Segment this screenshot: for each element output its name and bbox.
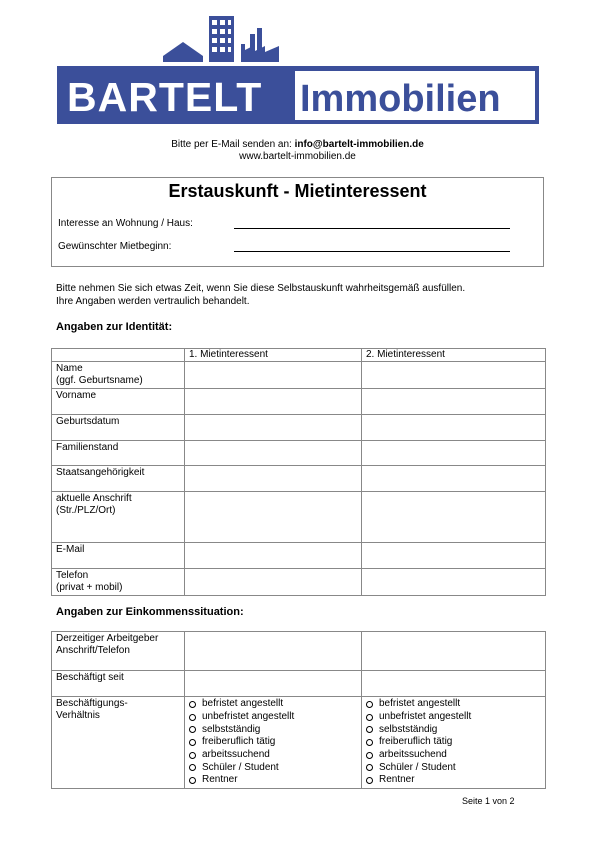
option-item[interactable]: Schüler / Student bbox=[185, 761, 357, 774]
tenant-1-nationality-cell[interactable] bbox=[185, 466, 362, 492]
tenant-2-firstname-cell[interactable] bbox=[362, 389, 546, 415]
table-row bbox=[52, 362, 546, 389]
tenant-1-name-cell[interactable] bbox=[185, 362, 362, 389]
start-date-field[interactable] bbox=[234, 251, 510, 252]
radio-icon[interactable] bbox=[189, 714, 196, 721]
radio-icon[interactable] bbox=[189, 701, 196, 708]
tenant-1-birthdate-cell[interactable] bbox=[185, 415, 362, 441]
radio-icon[interactable] bbox=[189, 726, 196, 733]
intro-line-1: Bitte nehmen Sie sich etwas Zeit, wenn Sie diese Selbstauskunft wahrheitsgemäß ausfüllen. bbox=[56, 283, 466, 294]
header-cell-tenant-1: 1. Mietinteressent bbox=[185, 349, 362, 362]
option-item[interactable]: selbstständig bbox=[185, 723, 357, 736]
option-item[interactable]: befristet angestellt bbox=[362, 698, 541, 711]
contact-email[interactable]: info@bartelt-immobilien.de bbox=[294, 139, 424, 150]
tenant-2-birthdate-cell[interactable] bbox=[362, 415, 546, 441]
tenant-1-employer-cell[interactable] bbox=[185, 632, 362, 671]
header-cell-empty bbox=[52, 349, 185, 362]
website-link[interactable]: www.bartelt-immobilien.de bbox=[239, 151, 356, 162]
tenant-2-marital-cell[interactable] bbox=[362, 441, 546, 466]
tenant-1-phone-cell[interactable] bbox=[185, 569, 362, 596]
radio-icon[interactable] bbox=[366, 739, 373, 746]
row-label: Familienstand bbox=[52, 441, 185, 466]
radio-icon[interactable] bbox=[366, 752, 373, 759]
option-item[interactable]: selbstständig bbox=[362, 723, 541, 736]
income-table bbox=[51, 631, 546, 789]
table-row bbox=[52, 543, 546, 569]
tenant-1-firstname-cell[interactable] bbox=[185, 389, 362, 415]
tenant-2-address-cell[interactable] bbox=[362, 492, 546, 543]
table-row bbox=[52, 389, 546, 415]
table-row bbox=[52, 671, 546, 697]
tenant-1-address-cell[interactable] bbox=[185, 492, 362, 543]
table-row bbox=[52, 441, 546, 466]
form-title: Erstauskunft - Mietinteressent bbox=[168, 181, 427, 201]
contact-prefix: Bitte per E-Mail senden an: bbox=[171, 139, 292, 150]
option-item[interactable]: Rentner bbox=[185, 774, 357, 787]
option-item[interactable]: Schüler / Student bbox=[362, 761, 541, 774]
radio-icon[interactable] bbox=[189, 752, 196, 759]
intro-text bbox=[56, 282, 465, 308]
row-label: Telefon (privat + mobil) bbox=[52, 569, 185, 596]
intro-line-2: Ihre Angaben werden vertraulich behandelt. bbox=[56, 296, 250, 307]
option-item[interactable]: freiberuflich tätig bbox=[362, 736, 541, 749]
row-label: Beschäftigungs- Verhältnis bbox=[52, 697, 185, 789]
radio-icon[interactable] bbox=[366, 701, 373, 708]
tenant-2-email-cell[interactable] bbox=[362, 543, 546, 569]
radio-icon[interactable] bbox=[189, 764, 196, 771]
radio-icon[interactable] bbox=[189, 777, 196, 784]
table-row bbox=[52, 492, 546, 543]
interest-label: Interesse an Wohnung / Haus: bbox=[58, 218, 193, 229]
option-item[interactable]: Rentner bbox=[362, 774, 541, 787]
tenant-1-email-cell[interactable] bbox=[185, 543, 362, 569]
tenant-1-employed-since-cell[interactable] bbox=[185, 671, 362, 697]
row-label: Staatsangehörigkeit bbox=[52, 466, 185, 492]
brand-right: Immobilien bbox=[300, 78, 501, 120]
tenant-2-nationality-cell[interactable] bbox=[362, 466, 546, 492]
header-cell-tenant-2: 2. Mietinteressent bbox=[362, 349, 546, 362]
bartelt-logo bbox=[57, 14, 539, 126]
tenant-2-name-cell[interactable] bbox=[362, 362, 546, 389]
contact-line bbox=[0, 139, 595, 151]
tenant-2-employed-since-cell[interactable] bbox=[362, 671, 546, 697]
table-row bbox=[52, 569, 546, 596]
option-item[interactable]: arbeitssuchend bbox=[185, 749, 357, 762]
interest-field[interactable] bbox=[234, 228, 510, 229]
row-label: E-Mail bbox=[52, 543, 185, 569]
option-item[interactable]: arbeitssuchend bbox=[362, 749, 541, 762]
row-label: aktuelle Anschrift (Str./PLZ/Ort) bbox=[52, 492, 185, 543]
table-header-row bbox=[52, 349, 546, 362]
radio-icon[interactable] bbox=[366, 726, 373, 733]
website-line[interactable] bbox=[0, 151, 595, 163]
row-label: Name (ggf. Geburtsname) bbox=[52, 362, 185, 389]
tenant-1-employment-options bbox=[185, 697, 362, 789]
inquiry-box bbox=[51, 177, 544, 267]
option-item[interactable]: unbefristet angestellt bbox=[185, 711, 357, 724]
tenant-1-marital-cell[interactable] bbox=[185, 441, 362, 466]
brand-left: BARTELT bbox=[67, 74, 263, 120]
tenant-2-phone-cell[interactable] bbox=[362, 569, 546, 596]
option-item[interactable]: befristet angestellt bbox=[185, 698, 357, 711]
income-heading: Angaben zur Einkommenssituation: bbox=[56, 606, 244, 618]
row-label: Derzeitiger Arbeitgeber Anschrift/Telefon bbox=[52, 632, 185, 671]
page-number: Seite 1 von 2 bbox=[462, 796, 515, 806]
option-item[interactable]: unbefristet angestellt bbox=[362, 711, 541, 724]
radio-icon[interactable] bbox=[366, 764, 373, 771]
radio-icon[interactable] bbox=[189, 739, 196, 746]
row-label: Beschäftigt seit bbox=[52, 671, 185, 697]
start-date-label: Gewünschter Mietbeginn: bbox=[58, 241, 172, 252]
table-row bbox=[52, 632, 546, 671]
table-row bbox=[52, 697, 546, 789]
radio-icon[interactable] bbox=[366, 777, 373, 784]
identity-table bbox=[51, 348, 546, 596]
tenant-2-employer-cell[interactable] bbox=[362, 632, 546, 671]
radio-icon[interactable] bbox=[366, 714, 373, 721]
option-item[interactable]: freiberuflich tätig bbox=[185, 736, 357, 749]
table-row bbox=[52, 415, 546, 441]
row-label: Geburtsdatum bbox=[52, 415, 185, 441]
table-row bbox=[52, 466, 546, 492]
identity-heading: Angaben zur Identität: bbox=[56, 321, 173, 333]
row-label: Vorname bbox=[52, 389, 185, 415]
tenant-2-employment-options bbox=[362, 697, 546, 789]
